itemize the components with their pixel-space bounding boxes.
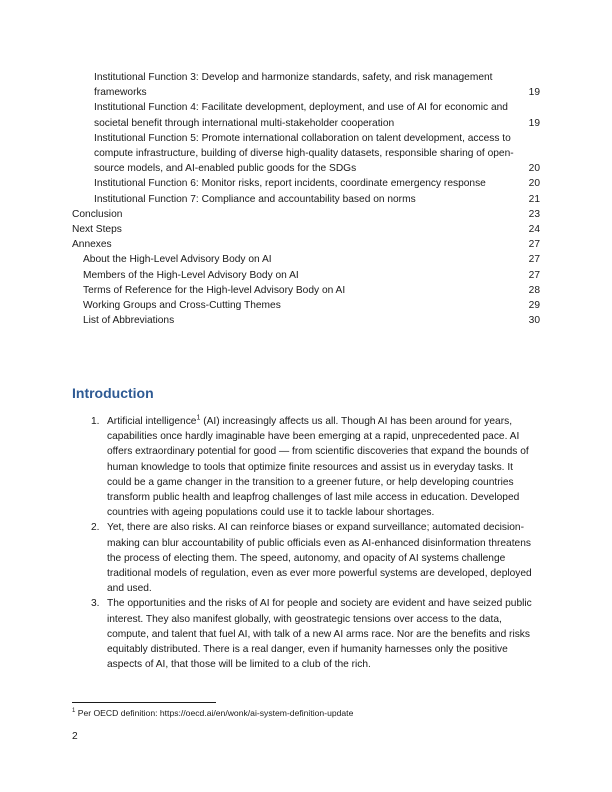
toc-entry-page: 19 <box>528 87 540 99</box>
toc-entry-title: Terms of Reference for the High-level Advisory Body on AI <box>83 284 346 296</box>
toc-entry-title: Institutional Function 3: Develop and harmonize standards, safety, and risk management frameworks <box>94 72 493 99</box>
toc-entry-page: 19 <box>528 117 540 129</box>
toc-entry-function-5[interactable] <box>72 131 540 177</box>
table-of-contents <box>72 70 540 328</box>
toc-entry-page: 30 <box>528 315 540 327</box>
list-item-rest: (AI) increasingly affects us all. Though AI has been around for years, capabilities once hardly imaginable have been emerging at a rapid, unprecedented pace. AI offers extraordinary potential for good — from scientific discoveries that expand the bounds of human knowledge to tools that optimize finite resources and assist us in everyday tasks. It could be a game changer in the transition to a greener future, or help developing countries transform public health and leapfrog challenges of last mile access in education. Developed countries with ageing populations could use it to tackle labour shortages. <box>107 416 529 519</box>
toc-entry-page: 20 <box>528 178 540 190</box>
toc-entry-title: Next Steps <box>72 224 122 236</box>
toc-entry-title: Members of the High-Level Advisory Body on AI <box>83 269 299 281</box>
toc-entry-members[interactable] <box>72 268 540 283</box>
list-item-text: Yet, there are also risks. AI can reinforce biases or expand surveillance; automated decision-making can blur accountability of public officials even as AI-enhanced disinformation threatens the process of electing them. The speed, autonomy, and opacity of AI systems challenge traditional models of regulation, even as ever more powerful systems are developed, deployed and used. <box>107 522 532 595</box>
toc-entry-page: 20 <box>528 163 540 175</box>
toc-entry-page: 21 <box>528 193 540 205</box>
toc-entry-function-7[interactable] <box>72 192 540 207</box>
toc-entry-page: 23 <box>528 208 540 220</box>
toc-entry-title: Annexes <box>72 239 112 251</box>
toc-entry-title: List of Abbreviations <box>83 315 175 327</box>
section-heading-introduction: Introduction <box>72 385 154 401</box>
toc-entry-page: 24 <box>528 224 540 236</box>
list-item <box>72 414 540 520</box>
footnote-reference[interactable]: 1 <box>196 414 201 422</box>
toc-entry-conclusion[interactable] <box>72 207 540 222</box>
toc-entry-page: 28 <box>528 284 540 296</box>
toc-entry-abbreviations[interactable] <box>72 313 540 328</box>
list-item-lead: Artificial intelligence <box>107 416 197 427</box>
toc-entry-about-advisory-body[interactable] <box>72 252 540 267</box>
footnote-divider <box>72 702 216 703</box>
toc-entry-page: 29 <box>528 300 540 312</box>
toc-entry-title: Institutional Function 7: Compliance and accountability based on norms <box>94 193 416 205</box>
toc-entry-working-groups[interactable] <box>72 298 540 313</box>
toc-entry-function-3[interactable] <box>72 70 540 100</box>
toc-entry-page: 27 <box>528 239 540 251</box>
list-item-text: The opportunities and the risks of AI for people and society are evident and have seized public interest. They also manifest globally, with geostrategic tensions over access to the data, compute, and talent that fuel AI, with talk of a new AI arms race. Nor are the benefits and risks equitably distributed. There is a real danger, even if humanity harnesses only the positive aspects of AI, that those will be limited to a club of the rich. <box>107 598 532 671</box>
list-item-number: 2. <box>91 522 100 534</box>
toc-entry-function-4[interactable] <box>72 100 540 130</box>
toc-entry-title: Institutional Function 4: Facilitate development, deployment, and use of AI for economic and societal benefit through international multi-stakeholder cooperation <box>94 102 508 129</box>
toc-entry-title: Conclusion <box>72 208 123 220</box>
list-item-number: 1. <box>91 416 100 427</box>
list-item <box>72 596 540 672</box>
list-item-number: 3. <box>91 598 100 610</box>
toc-entry-terms-of-reference[interactable] <box>72 283 540 298</box>
toc-entry-title: Institutional Function 6: Monitor risks, report incidents, coordinate emergency response <box>94 178 486 190</box>
toc-entry-page: 27 <box>528 269 540 281</box>
list-item-text <box>107 414 540 520</box>
toc-entry-function-6[interactable] <box>72 176 540 191</box>
toc-entry-title: Working Groups and Cross-Cutting Themes <box>83 300 281 312</box>
toc-entry-page: 27 <box>528 254 540 266</box>
list-item <box>72 520 540 596</box>
footnote <box>72 708 353 719</box>
introduction-list <box>72 414 540 672</box>
toc-entry-title: About the High-Level Advisory Body on AI <box>83 254 272 266</box>
toc-entry-title: Institutional Function 5: Promote international collaboration on talent development, access to compute infrastructure, building of diverse high-quality datasets, responsible sharing of open-source models, and AI-enabled public goods for the SDGs <box>94 132 514 175</box>
toc-entry-annexes[interactable] <box>72 237 540 252</box>
toc-entry-next-steps[interactable] <box>72 222 540 237</box>
footnote-text: Per OECD definition: https://oecd.ai/en/wonk/ai-system-definition-update <box>75 708 354 718</box>
page-number: 2 <box>72 731 78 742</box>
footnote-mark: 1 <box>72 708 76 715</box>
